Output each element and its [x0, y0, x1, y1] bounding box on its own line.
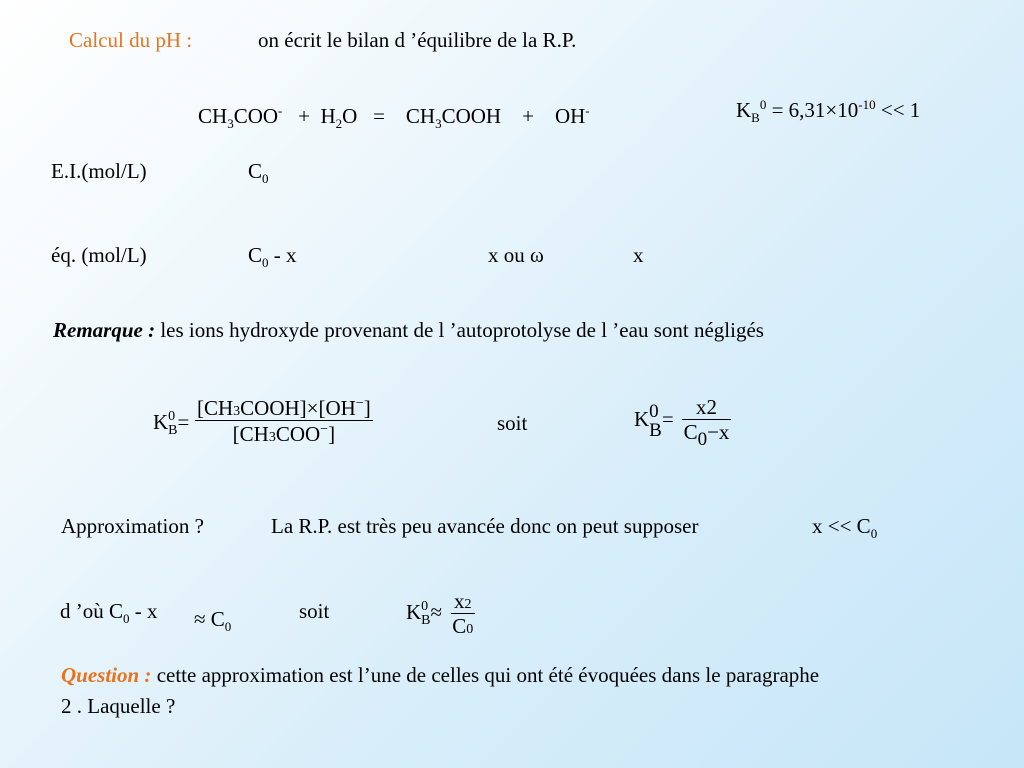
formula2-numerator: x2	[682, 397, 731, 420]
formula1-numerator: [CH3COOH]×[OH−]	[197, 396, 371, 420]
kb-constant: $K_B^0 = 6,31\times 10^{-10} << 1$	[736, 97, 921, 126]
formula3-fraction	[451, 591, 475, 637]
douc-approx: ≈ $C_0$	[194, 607, 232, 635]
formula2-denominator: C0−x	[683, 420, 730, 450]
eq-row-middle: x ou ω	[488, 243, 544, 267]
ei-row-label: E.I.(mol/L)	[51, 159, 147, 183]
remark	[53, 320, 764, 341]
formula1-lhs: K 0 B =	[153, 409, 190, 438]
formula1-fraction	[195, 397, 373, 445]
douc-text: d ’où $C_0$ - x	[60, 599, 158, 627]
question-line1	[61, 665, 819, 686]
question-label: Question :	[61, 663, 152, 687]
formula1-denominator: [CH3COO−]	[232, 422, 336, 446]
eq-row-right: x	[633, 243, 644, 267]
section-title: Calcul du pH :	[69, 28, 193, 52]
reaction-equation: $CH_3COO^-$ + $H_2O$ = $CH_3COOH$ + OH-	[198, 103, 590, 132]
formula3-lhs: K 0 B ≈	[406, 599, 443, 628]
soit-1: soit	[497, 411, 528, 435]
eq-row-label: éq. (mol/L)	[51, 243, 147, 267]
formula3-numerator: x2	[451, 591, 475, 614]
formula2-lhs: K 0 B =	[634, 401, 674, 441]
question-text: cette approximation est l’une de celles qui ont été évoquées dans le paragraphe	[156, 663, 820, 687]
approximation-text: La R.P. est très peu avancée donc on peut supposer	[271, 514, 699, 538]
formula2-fraction	[682, 397, 731, 449]
eq-row-c0-minus-x: $C_0$ - x	[248, 243, 297, 271]
question-line2: 2 . Laquelle ?	[61, 694, 176, 718]
ei-row-c0: $C_0$	[248, 159, 269, 187]
approximation-condition: $x << C_0$	[812, 514, 878, 542]
remark-label: Remarque :	[53, 318, 156, 342]
formula3-denominator: C0	[452, 614, 474, 638]
soit-2: soit	[299, 599, 330, 623]
approximation-label: Approximation ?	[61, 514, 204, 538]
section-subtitle: on écrit le bilan d ’équilibre de la R.P.	[258, 28, 577, 52]
remark-text: les ions hydroxyde provenant de l ’autoprotolyse de l ’eau sont négligés	[160, 318, 764, 342]
